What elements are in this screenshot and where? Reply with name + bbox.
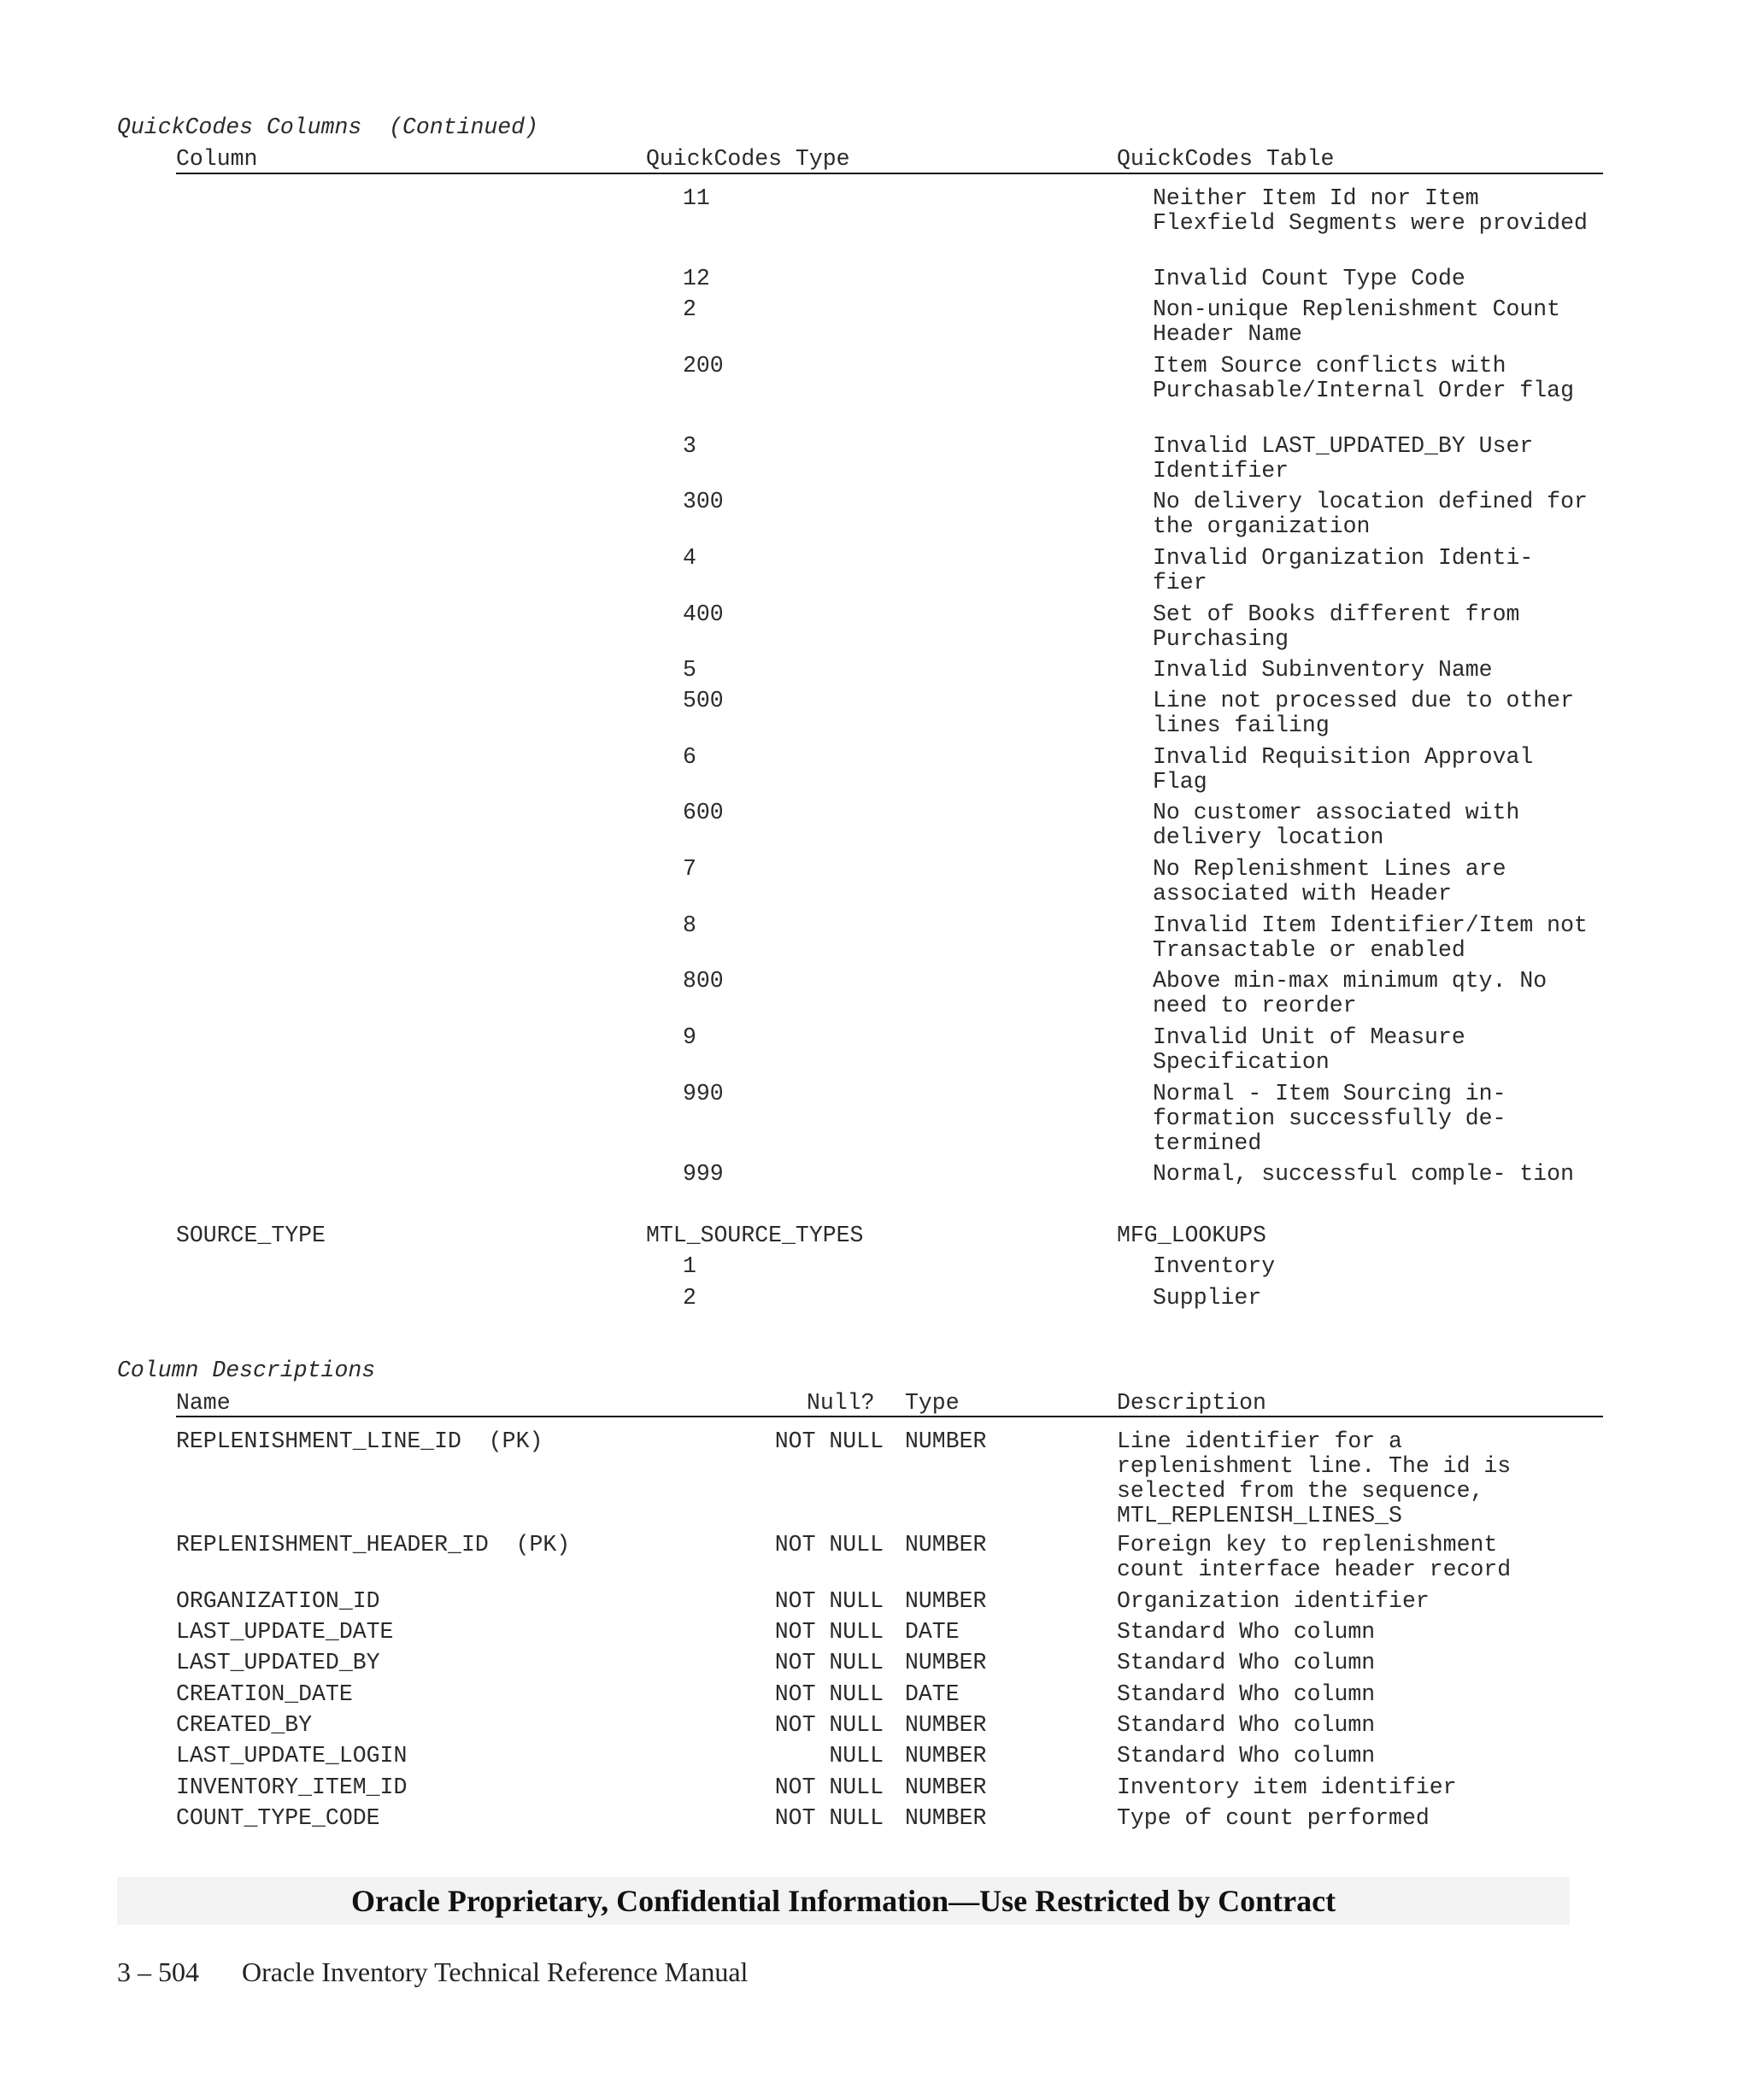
quickcode-meaning: Invalid Organization Identi- fier [1153,545,1534,595]
quickcode-meaning: No customer associated with delivery location [1153,800,1520,850]
column-description: Inventory item identifier [1117,1774,1457,1800]
source-type-quickcodes-table: MFG_LOOKUPS [1117,1223,1266,1248]
column-name: REPLENISHMENT_LINE_ID (PK) [176,1428,543,1454]
header-null: Null? [807,1390,875,1416]
column-name: COUNT_TYPE_CODE [176,1805,380,1831]
column-null: NOT NULL [774,1650,884,1675]
quickcode-meaning: No Replenishment Lines are associated with Header [1153,856,1506,906]
column-name: CREATED_BY [176,1712,313,1738]
quickcode-meaning: Invalid Unit of Measure Specification [1153,1024,1465,1075]
column-name: LAST_UPDATED_BY [176,1650,380,1675]
column-type: NUMBER [905,1743,987,1769]
quickcode-meaning: Normal, successful comple- tion [1153,1161,1574,1187]
page-footer [117,1956,748,1988]
quickcode-meaning: Invalid Item Identifier/Item not Transactable or enabled [1153,912,1588,963]
columns-header-rule [176,1416,1603,1417]
column-type: NUMBER [905,1650,987,1675]
quickcodes-section-title [117,115,538,140]
column-descriptions-title: Column Descriptions [117,1358,376,1383]
quickcode-value: 1 [683,1253,696,1279]
quickcode-value: 800 [683,968,724,994]
column-description: Standard Who column [1117,1619,1376,1645]
quickcode-meaning: Item Source conflicts with Purchasable/Internal Order flag [1153,353,1574,403]
column-description: Standard Who column [1117,1681,1376,1707]
header-quickcodes-table: QuickCodes Table [1117,146,1335,172]
column-null: NOT NULL [774,1712,884,1738]
column-name: LAST_UPDATE_LOGIN [176,1743,408,1769]
column-description: Line identifier for a replenishment line. The id is selected from the sequence, MTL_REPLENISH_LINES_S [1117,1428,1512,1528]
column-null: NOT NULL [774,1805,884,1831]
quickcode-value: 500 [683,688,724,713]
column-type: NUMBER [905,1805,987,1831]
source-type-quickcodes-type: MTL_SOURCE_TYPES [646,1223,864,1248]
quickcode-meaning: Invalid Requisition Approval Flag [1153,744,1534,795]
quickcode-value: 990 [683,1081,724,1106]
quickcode-value: 9 [683,1024,696,1050]
column-null: NOT NULL [774,1681,884,1707]
column-type: NUMBER [905,1588,987,1614]
column-type: NUMBER [905,1532,987,1557]
column-null: NOT NULL [774,1588,884,1614]
quickcode-meaning: Inventory [1153,1253,1276,1279]
column-name: CREATION_DATE [176,1681,353,1707]
column-name: LAST_UPDATE_DATE [176,1619,394,1645]
continued-label: (Continued) [389,114,538,140]
quickcode-value: 999 [683,1161,724,1187]
source-type-column: SOURCE_TYPE [176,1223,326,1248]
column-description: Organization identifier [1117,1588,1430,1614]
quickcode-value: 6 [683,744,696,770]
header-name: Name [176,1390,231,1416]
quickcode-value: 300 [683,489,724,514]
column-type: DATE [905,1619,960,1645]
column-type: NUMBER [905,1428,987,1454]
quickcode-value: 7 [683,856,696,882]
quickcode-meaning: Set of Books different from Purchasing [1153,601,1520,652]
column-description: Foreign key to replenishment count interface header record [1117,1532,1512,1582]
quickcodes-header-rule [176,173,1603,174]
column-name: ORGANIZATION_ID [176,1588,380,1614]
header-type: Type [905,1390,960,1416]
quickcode-value: 400 [683,601,724,627]
quickcodes-title: QuickCodes Columns [117,114,362,140]
quickcode-value: 200 [683,353,724,378]
column-type: NUMBER [905,1774,987,1800]
column-null: NOT NULL [774,1774,884,1800]
column-description: Standard Who column [1117,1743,1376,1769]
column-name: REPLENISHMENT_HEADER_ID (PK) [176,1532,571,1557]
quickcode-meaning: Above min-max minimum qty. No need to reorder [1153,968,1547,1018]
quickcode-meaning: Line not processed due to other lines failing [1153,688,1574,738]
column-type: DATE [905,1681,960,1707]
confidential-banner [117,1877,1570,1925]
quickcode-value: 11 [683,185,710,211]
quickcode-value: 3 [683,433,696,459]
quickcode-value: 2 [683,296,696,322]
quickcode-meaning: Non-unique Replenishment Count Header Name [1153,296,1561,347]
manual-title: Oracle Inventory Technical Reference Manual [242,1956,749,1987]
quickcode-value: 8 [683,912,696,938]
quickcode-meaning: Neither Item Id nor Item Flexfield Segments were provided [1153,185,1588,236]
quickcode-value: 600 [683,800,724,825]
column-description: Standard Who column [1117,1712,1376,1738]
quickcode-meaning: Invalid Count Type Code [1153,266,1465,291]
column-name: INVENTORY_ITEM_ID [176,1774,408,1800]
column-description: Standard Who column [1117,1650,1376,1675]
column-null: NOT NULL [774,1532,884,1557]
quickcode-meaning: Supplier [1153,1285,1262,1311]
quickcode-value: 2 [683,1285,696,1311]
quickcode-meaning: No delivery location defined for the organization [1153,489,1588,539]
column-type: NUMBER [905,1712,987,1738]
column-null: NOT NULL [774,1619,884,1645]
confidential-banner-text: Oracle Proprietary, Confidential Information––Use Restricted by Contract [350,1884,1336,1918]
header-column: Column [176,146,258,172]
header-quickcodes-type: QuickCodes Type [646,146,850,172]
column-null: NOT NULL [774,1428,884,1454]
quickcode-value: 5 [683,657,696,683]
quickcode-meaning: Normal - Item Sourcing in- formation successfully de- termined [1153,1081,1506,1156]
quickcode-value: 4 [683,545,696,571]
column-null: NULL [829,1743,884,1769]
quickcode-value: 12 [683,266,710,291]
header-description: Description [1117,1390,1266,1416]
quickcode-meaning: Invalid LAST_UPDATED_BY User Identifier [1153,433,1534,484]
page-number: 3 – 504 [117,1956,199,1987]
column-description: Type of count performed [1117,1805,1430,1831]
quickcode-meaning: Invalid Subinventory Name [1153,657,1493,683]
